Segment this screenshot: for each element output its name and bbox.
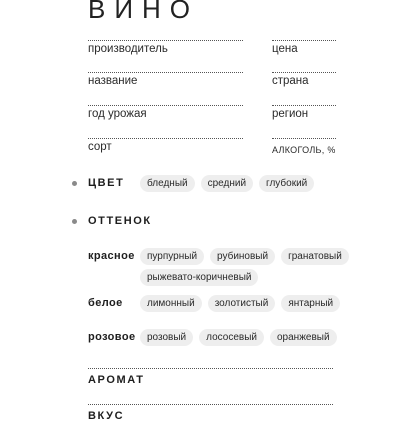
hue-bullet-icon [72, 219, 77, 224]
hue-option-lemon[interactable]: лимонный [140, 295, 202, 312]
variety-label: сорт [88, 141, 112, 153]
hue-red-options [140, 248, 355, 286]
hue-white-options [140, 295, 340, 312]
name-line[interactable] [88, 72, 243, 73]
hue-option-salmon[interactable]: лососевый [199, 329, 264, 346]
region-line[interactable] [272, 105, 336, 106]
price-line[interactable] [272, 40, 336, 41]
price-label: цена [272, 43, 298, 55]
color-option-pale[interactable]: бледный [140, 175, 195, 192]
hue-option-tawny[interactable]: рыжевато-коричневый [140, 269, 258, 286]
taste-heading: ВКУС [88, 410, 125, 422]
aroma-heading: АРОМАТ [88, 374, 145, 386]
color-heading: ЦВЕТ [88, 177, 125, 189]
hue-red-heading: красное [88, 250, 135, 262]
name-label: название [88, 75, 138, 87]
hue-option-golden[interactable]: золотистый [208, 295, 276, 312]
country-line[interactable] [272, 72, 336, 73]
color-options [140, 175, 314, 192]
alcohol-line[interactable] [272, 138, 336, 139]
color-option-medium[interactable]: средний [201, 175, 253, 192]
hue-option-amber[interactable]: янтарный [281, 295, 340, 312]
hue-white-heading: белое [88, 297, 123, 309]
vintage-label: год урожая [88, 108, 147, 120]
aroma-line[interactable] [88, 368, 333, 369]
hue-heading: ОТТЕНОК [88, 215, 152, 227]
hue-option-ruby[interactable]: рубиновый [210, 248, 275, 265]
hue-rose-options [140, 329, 337, 346]
hue-option-pink[interactable]: розовый [140, 329, 193, 346]
page-title: ВИНО [88, 0, 200, 24]
alcohol-label: АЛКОГОЛЬ, % [272, 145, 336, 155]
color-bullet-icon [72, 181, 77, 186]
producer-line[interactable] [88, 40, 243, 41]
hue-option-garnet[interactable]: гранатовый [281, 248, 349, 265]
hue-rose-heading: розовое [88, 331, 136, 343]
country-label: страна [272, 75, 309, 87]
color-option-deep[interactable]: глубокий [259, 175, 314, 192]
hue-option-purple[interactable]: пурпурный [140, 248, 204, 265]
variety-line[interactable] [88, 138, 243, 139]
taste-line[interactable] [88, 404, 333, 405]
producer-label: производитель [88, 43, 168, 55]
region-label: регион [272, 108, 309, 120]
hue-option-orange[interactable]: оранжевый [270, 329, 337, 346]
vintage-line[interactable] [88, 105, 243, 106]
